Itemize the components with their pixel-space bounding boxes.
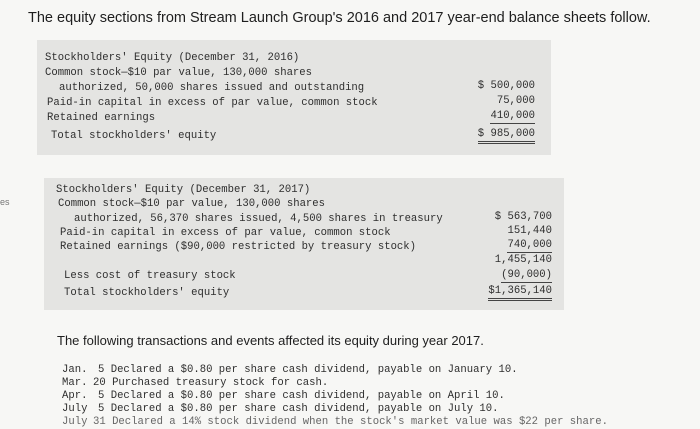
section-2017-amount: (90,000) [501, 269, 552, 281]
transaction-month: July [62, 403, 88, 415]
section-2016-total-amount: $ 985,000 [478, 128, 535, 144]
transaction-text: 5 Declared a $0.80 per share cash dividend, payable on April 10. [98, 390, 505, 402]
section-2017-title: Stockholders' Equity (December 31, 2017) [56, 184, 311, 196]
equity-section-2017 [44, 178, 564, 310]
transaction-month: Jan. [62, 364, 88, 376]
section-2017-row-label: Retained earnings ($90,000 restricted by treasury stock) [60, 241, 417, 253]
transactions-intro: The following transactions and events affected its equity during year 2017. [57, 333, 484, 348]
section-2016-row-label: Retained earnings [47, 112, 156, 124]
section-2016-amount: $ 500,000 [477, 80, 535, 92]
transaction-month: July [62, 416, 88, 428]
equity-section-2016 [37, 40, 551, 155]
transaction-text: 31 Declared a 14% stock dividend when the stock's market value was $22 per share. [93, 416, 608, 428]
section-2017-amount: 740,000 [507, 239, 552, 251]
section-2016-row-label: authorized, 50,000 shares issued and outstanding [59, 82, 365, 94]
transaction-month: Mar. [62, 377, 88, 389]
section-2016-row-label: Paid-in capital in excess of par value, common stock [47, 97, 378, 109]
section-2017-row-label: Common stock—$10 par value, 130,000 shares [58, 198, 326, 210]
section-2016-amount: 75,000 [496, 95, 535, 107]
transaction-month: Apr. [62, 390, 88, 402]
section-2017-total-amount: $1,365,140 [488, 285, 552, 301]
transaction-text: 20 Purchased treasury stock for cash. [93, 377, 329, 389]
side-fragment-text: es [0, 197, 10, 207]
section-2017-row-label: authorized, 56,370 shares issued, 4,500 shares in treasury [74, 213, 443, 225]
section-2017-amount: $ 563,700 [494, 211, 552, 223]
transaction-text: 5 Declared a $0.80 per share cash dividend, payable on July 10. [98, 403, 499, 415]
section-2017-amount: 151,440 [507, 225, 552, 237]
section-2016-amount: 410,000 [490, 110, 535, 122]
transaction-text: 5 Declared a $0.80 per share cash dividend, payable on January 10. [98, 364, 518, 376]
section-2017-row-label: Total stockholders' equity [64, 287, 230, 299]
section-2016-title: Stockholders' Equity (December 31, 2016) [45, 52, 300, 64]
page-heading: The equity sections from Stream Launch Group's 2016 and 2017 year-end balance sheets follow. [28, 10, 651, 26]
section-2017-row-label: Paid-in capital in excess of par value, common stock [60, 227, 391, 239]
section-2016-row-label: Common stock—$10 par value, 130,000 shares [45, 67, 313, 79]
section-2017-subtotal-amount: 1,455,140 [494, 254, 552, 266]
section-2017-row-label: Less cost of treasury stock [64, 270, 236, 282]
section-2016-row-label: Total stockholders' equity [51, 130, 217, 142]
